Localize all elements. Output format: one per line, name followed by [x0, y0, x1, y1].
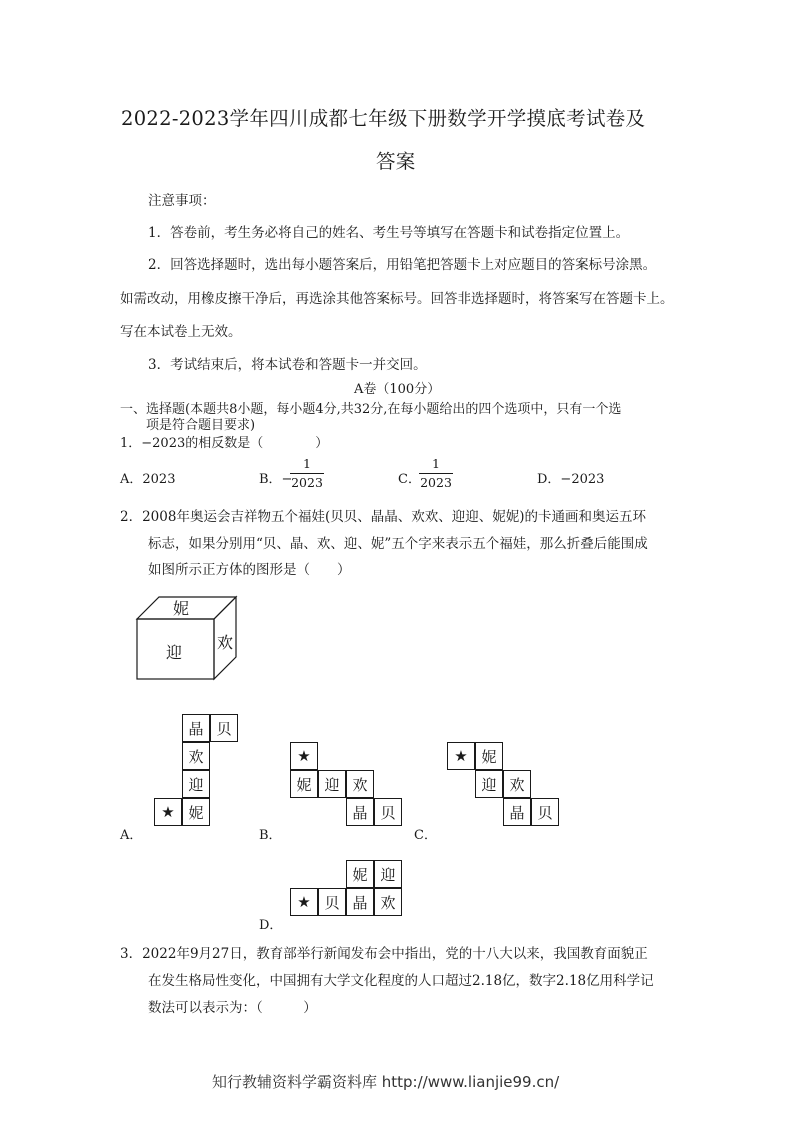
- q2-option-b-label: B．: [259, 828, 282, 843]
- net-a-cell-star-icon: ★: [154, 798, 182, 826]
- note-1: 1．答卷前，考生务必将自己的姓名、考生号等填写在答题卡和试卷指定位置上。: [148, 225, 630, 241]
- net-c-cell-jing: 晶: [503, 798, 531, 826]
- q1-option-c-label: C．: [398, 472, 421, 487]
- q2-option-c-label: C．: [414, 828, 437, 843]
- q3-stem-line1: 3．2022年9月27日，教育部举行新闻发布会中指出，党的十八大以来，我国教育面貌正: [120, 946, 648, 962]
- q1-option-c-denominator: 2023: [420, 475, 452, 490]
- net-c-cell-star-icon: ★: [447, 742, 475, 770]
- net-a-cell-jing: 晶: [182, 714, 210, 742]
- net-a-cell-ying: 迎: [182, 770, 210, 798]
- net-d-cell-ying: 迎: [374, 860, 402, 888]
- net-d-cell-huan: 欢: [374, 888, 402, 916]
- net-d-cell-star-icon: ★: [290, 888, 318, 916]
- net-d-cell-ni: 妮: [346, 860, 374, 888]
- section-a-heading: A卷（100分）: [354, 382, 441, 397]
- net-c-cell-ni: 妮: [475, 742, 503, 770]
- notes-heading: 注意事项：: [148, 193, 216, 209]
- note-2-line3: 写在本试卷上无效。: [120, 324, 242, 340]
- q2-option-d-label: D．: [259, 918, 283, 933]
- net-d-cell-jing: 晶: [346, 888, 374, 916]
- net-d-cell-bei: 贝: [318, 888, 346, 916]
- q2-stem-line2: 标志，如果分别用“贝、晶、欢、迎、妮”五个字来表示五个福娃，那么折叠后能围成: [148, 536, 648, 552]
- note-2-line2: 如需改动，用橡皮擦干净后，再选涂其他答案标号。回答非选择题时，将答案写在答题卡上。: [120, 291, 674, 307]
- net-a-cell-bei: 贝: [210, 714, 238, 742]
- fraction-bar: [290, 473, 324, 474]
- part1-heading-line2: 项是符合题目要求): [146, 418, 256, 433]
- note-2-line1: 2．回答选择题时，选出每小题答案后，用铅笔把答题卡上对应题目的答案标号涂黑。: [148, 257, 657, 273]
- net-b-cell-jing: 晶: [346, 798, 374, 826]
- footer-watermark: 知行教辅资料学霸资料库 http://www.lianjie99.cn/: [212, 1073, 560, 1091]
- q1-option-a: A．2023: [120, 472, 176, 487]
- part1-heading-line1: 一、选择题(本题共8小题，每小题4分,共32分,在每小题给出的四个选项中，只有一个选: [120, 402, 622, 417]
- q1-option-b-denominator: 2023: [291, 475, 323, 490]
- net-c-cell-ying: 迎: [475, 770, 503, 798]
- cube-top-label: 妮: [173, 599, 190, 618]
- cube-right-label: 欢: [217, 633, 234, 652]
- q1-option-d: D．−2023: [537, 472, 605, 487]
- q1-option-c-fraction: [419, 456, 453, 490]
- q2-stem-line3: 如图所示正方体的图形是（ ）: [148, 562, 351, 578]
- q1-option-b-numerator: 1: [303, 456, 311, 471]
- page-title-line1: 2022-2023学年四川成都七年级下册数学开学摸底考试卷及: [121, 107, 646, 130]
- q3-stem-line2: 在发生格局性变化，中国拥有大学文化程度的人口超过2.18亿，数字2.18亿用科学记: [148, 973, 654, 989]
- net-b-cell-huan: 欢: [346, 770, 374, 798]
- net-c-cell-huan: 欢: [503, 770, 531, 798]
- q1-option-b-fraction: [290, 456, 324, 490]
- q1-option-b-label: B．−: [259, 472, 293, 487]
- page-title-line2: 答案: [376, 150, 416, 173]
- net-c-cell-bei: 贝: [531, 798, 559, 826]
- net-a-cell-huan: 欢: [182, 742, 210, 770]
- net-b-cell-ying: 迎: [318, 770, 346, 798]
- fraction-bar: [419, 473, 453, 474]
- q3-stem-line3: 数法可以表示为：（ ）: [148, 1000, 317, 1016]
- net-b-cell-ni: 妮: [290, 770, 318, 798]
- net-b-cell-bei: 贝: [374, 798, 402, 826]
- cube-front-label: 迎: [166, 643, 183, 662]
- net-a-cell-ni: 妮: [182, 798, 210, 826]
- q1-stem: 1．−2023的相反数是（ ）: [120, 436, 329, 451]
- q2-option-a-label: A．: [120, 828, 143, 843]
- q1-option-c-numerator: 1: [432, 456, 440, 471]
- net-b-cell-star-icon: ★: [290, 742, 318, 770]
- note-3: 3．考试结束后，将本试卷和答题卡一并交回。: [148, 357, 427, 373]
- q2-stem-line1: 2．2008年奥运会吉祥物五个福娃(贝贝、晶晶、欢欢、迎迎、妮妮)的卡通画和奥运五环: [120, 509, 646, 525]
